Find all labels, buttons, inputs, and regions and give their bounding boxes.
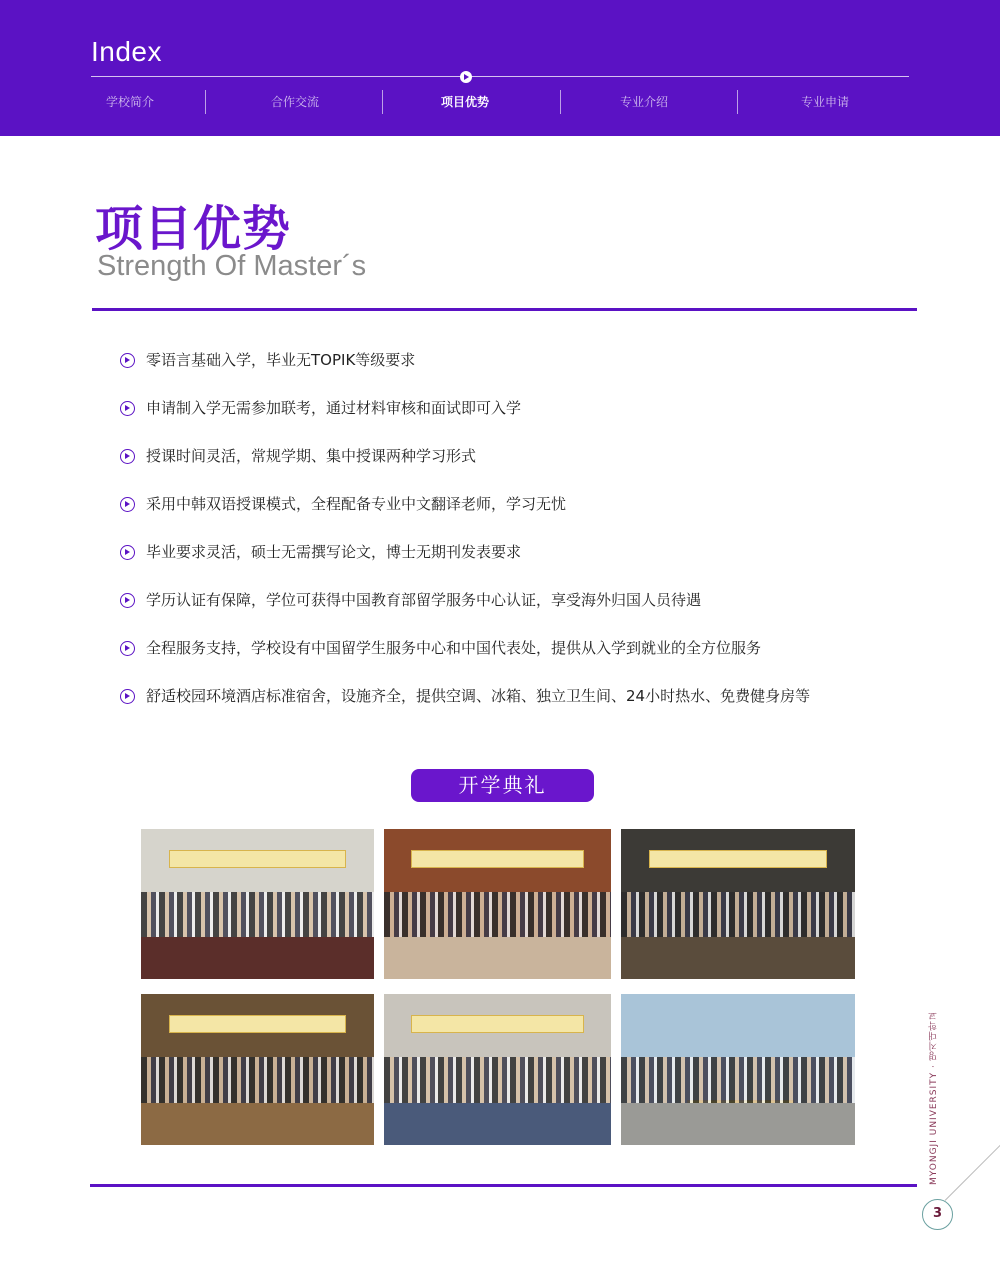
page-title: 项目优势 xyxy=(95,201,292,257)
list-item xyxy=(120,632,920,680)
chevron-circle-icon xyxy=(120,545,135,560)
opening-ceremony-label: 开学典礼 xyxy=(411,769,594,802)
nav-divider xyxy=(560,90,561,114)
ceremony-photo-2 xyxy=(384,829,611,979)
ceremony-photo-4 xyxy=(141,994,374,1145)
ceremony-photo-1 xyxy=(141,829,374,979)
list-item xyxy=(120,536,920,584)
nav-item-majors[interactable]: 专业介绍 xyxy=(619,95,668,109)
list-item xyxy=(120,344,920,392)
nav-divider xyxy=(205,90,206,114)
index-progress-line xyxy=(91,76,909,77)
list-item-text: 全程服务支持，学校设有中国留学生服务中心和中国代表处，提供从入学到就业的全方位服务 xyxy=(146,639,762,657)
advantages-list xyxy=(120,344,920,728)
side-university-text: MYONGJI UNIVERSITY · 명지대학교 xyxy=(929,1010,939,1185)
page-number: 3 xyxy=(922,1199,953,1230)
footer-divider xyxy=(90,1184,917,1187)
list-item-text: 舒适校园环境酒店标准宿舍，设施齐全，提供空调、冰箱、独立卫生间、24小时热水、免费健身房等 xyxy=(146,687,811,705)
chevron-circle-icon xyxy=(120,593,135,608)
chevron-circle-icon xyxy=(120,689,135,704)
nav-item-cooperation[interactable]: 合作交流 xyxy=(270,95,319,109)
chevron-circle-icon xyxy=(120,497,135,512)
list-item xyxy=(120,584,920,632)
nav-divider xyxy=(382,90,383,114)
chevron-circle-icon xyxy=(120,641,135,656)
list-item-text: 采用中韩双语授课模式，全程配备专业中文翻译老师，学习无忧 xyxy=(146,495,567,513)
list-item xyxy=(120,440,920,488)
list-item xyxy=(120,392,920,440)
title-divider xyxy=(92,308,917,311)
chevron-circle-icon xyxy=(120,449,135,464)
header-bar xyxy=(0,0,1000,136)
page-subtitle: Strength Of Master´s xyxy=(97,250,367,282)
nav-item-program-advantages[interactable]: 项目优势 xyxy=(440,95,489,109)
index-title: Index xyxy=(91,36,162,67)
chevron-circle-icon xyxy=(120,401,135,416)
list-item xyxy=(120,680,920,728)
chevron-circle-icon xyxy=(120,353,135,368)
list-item-text: 学历认证有保障，学位可获得中国教育部留学服务中心认证，享受海外归国人员待遇 xyxy=(146,591,702,609)
nav-item-application[interactable]: 专业申请 xyxy=(800,95,849,109)
list-item-text: 零语言基础入学，毕业无TOPIK等级要求 xyxy=(146,351,416,369)
nav-divider xyxy=(737,90,738,114)
list-item-text: 毕业要求灵活，硕士无需撰写论文，博士无期刊发表要求 xyxy=(146,543,522,561)
ceremony-photo-3 xyxy=(621,829,855,979)
nav-item-school-intro[interactable]: 学校简介 xyxy=(105,95,154,109)
ceremony-photo-5 xyxy=(384,994,611,1145)
section-nav xyxy=(40,90,910,114)
play-circle-icon xyxy=(460,71,472,83)
list-item xyxy=(120,488,920,536)
ceremony-photo-6 xyxy=(621,994,855,1145)
list-item-text: 申请制入学无需参加联考，通过材料审核和面试即可入学 xyxy=(146,399,522,417)
list-item-text: 授课时间灵活，常规学期、集中授课两种学习形式 xyxy=(146,447,477,465)
